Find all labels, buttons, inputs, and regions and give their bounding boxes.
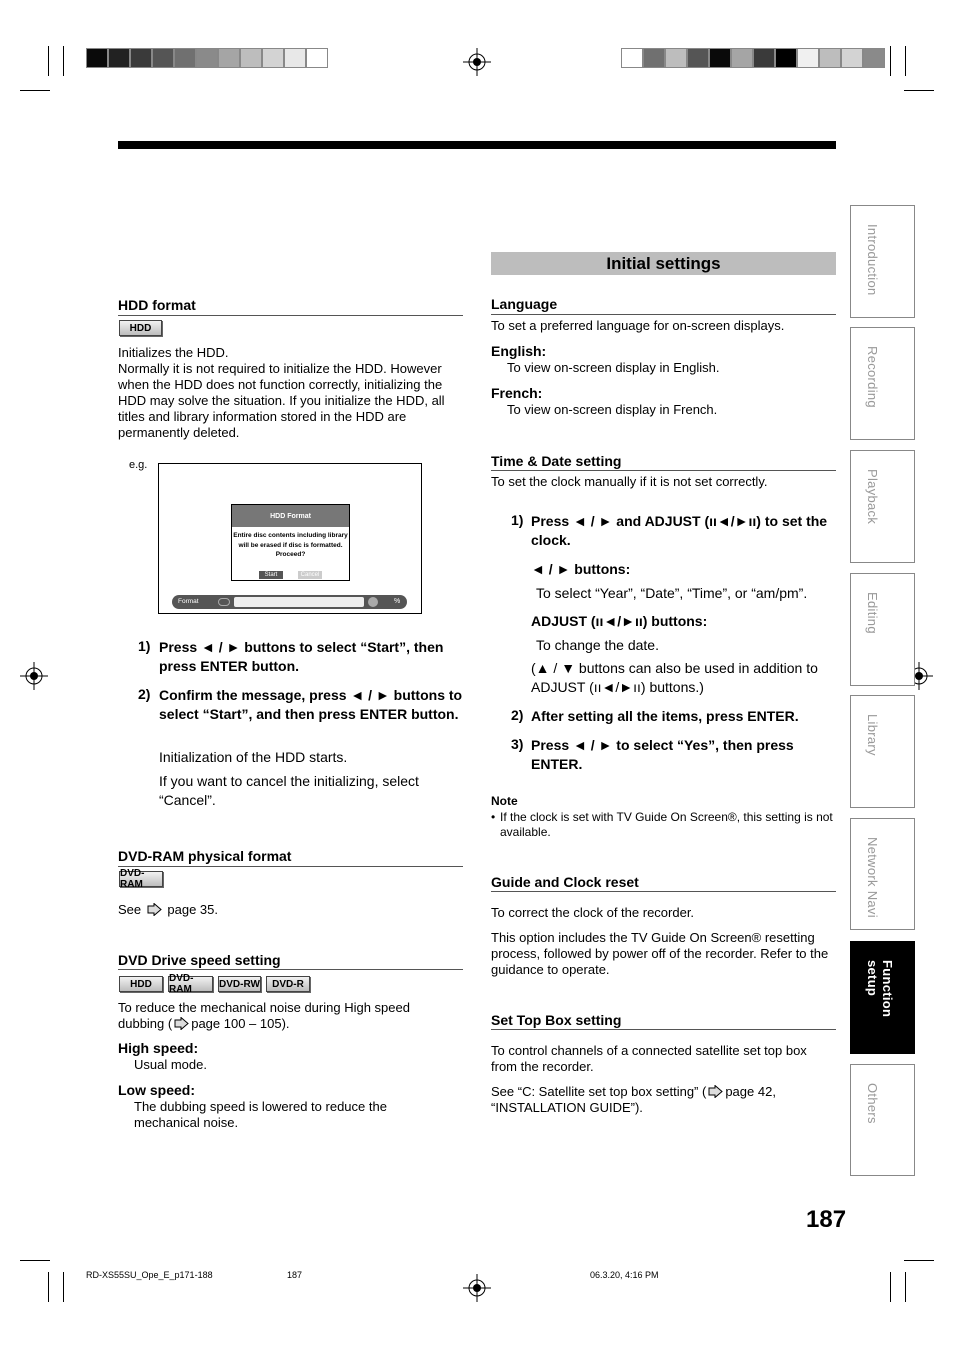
color-swatch bbox=[731, 48, 753, 68]
language-heading: Language bbox=[491, 296, 558, 312]
adjust-buttons-text: To change the date. bbox=[536, 637, 659, 653]
hdd-format-dialog bbox=[231, 504, 350, 581]
color-swatch bbox=[306, 48, 328, 68]
side-tab-function-setup[interactable] bbox=[850, 941, 915, 1054]
hdd-after-2: If you want to cancel the initializing, select “Cancel”. bbox=[159, 773, 419, 808]
side-tab-editing[interactable] bbox=[850, 573, 915, 686]
body-text: “INSTALLATION GUIDE”). bbox=[491, 1100, 643, 1115]
time-step-3: Press ◄ / ► to select “Yes”, then press ENTER. bbox=[531, 737, 794, 772]
color-swatch bbox=[775, 48, 797, 68]
note-label: Note bbox=[491, 794, 518, 808]
side-tab-label: Introduction bbox=[865, 224, 880, 296]
hdd-format-heading: HDD format bbox=[118, 297, 196, 313]
divider bbox=[491, 891, 836, 892]
divider bbox=[491, 470, 836, 471]
time-date-heading: Time & Date setting bbox=[491, 453, 622, 469]
header-rule bbox=[118, 141, 836, 149]
start-button[interactable]: Start bbox=[259, 571, 283, 579]
stb-body-2 bbox=[491, 1084, 831, 1116]
color-swatch bbox=[621, 48, 643, 68]
side-tab-playback[interactable] bbox=[850, 450, 915, 563]
hdd-tag: HDD bbox=[119, 320, 162, 336]
high-speed-text: Usual mode. bbox=[134, 1057, 207, 1072]
language-body: To set a preferred language for on-screen displays. bbox=[491, 318, 785, 333]
color-swatch bbox=[284, 48, 306, 68]
hdd-step-1: Press ◄ / ► buttons to select “Start”, then press ENTER button. bbox=[159, 639, 444, 674]
set-top-box-heading: Set Top Box setting bbox=[491, 1012, 622, 1028]
color-swatch bbox=[130, 48, 152, 68]
color-swatch bbox=[108, 48, 130, 68]
high-speed-label: High speed: bbox=[118, 1040, 199, 1056]
hdd-tag: HDD bbox=[119, 976, 163, 992]
side-tab-label: Library bbox=[865, 714, 880, 756]
side-tab-others[interactable] bbox=[850, 1064, 915, 1176]
divider bbox=[118, 315, 463, 316]
step-number: 2) bbox=[511, 707, 524, 723]
side-tab-label: Network Navi bbox=[865, 837, 880, 918]
eg-label: e.g. bbox=[129, 459, 148, 471]
color-swatch bbox=[665, 48, 687, 68]
color-swatch bbox=[797, 48, 819, 68]
dialog-title: HDD Format bbox=[232, 505, 349, 527]
progress-unit: % bbox=[394, 598, 401, 605]
dvdram-format-heading: DVD-RAM physical format bbox=[118, 848, 292, 864]
french-text: To view on-screen display in French. bbox=[507, 402, 718, 417]
divider bbox=[491, 1029, 836, 1030]
page-reference-arrow-icon bbox=[708, 1085, 723, 1098]
color-swatch bbox=[841, 48, 863, 68]
step-number: 2) bbox=[138, 686, 151, 702]
color-swatch bbox=[240, 48, 262, 68]
low-speed-label: Low speed: bbox=[118, 1082, 196, 1098]
color-swatch bbox=[709, 48, 731, 68]
english-text: To view on-screen display in English. bbox=[507, 360, 720, 375]
body-text: To reduce the mechanical noise during High speed dubbing ( bbox=[118, 1000, 410, 1031]
page-reference[interactable]: page 42, bbox=[725, 1084, 776, 1099]
step-number: 1) bbox=[138, 638, 151, 654]
side-tab-introduction[interactable] bbox=[850, 205, 915, 318]
color-swatch bbox=[174, 48, 196, 68]
lr-buttons-text: To select “Year”, “Date”, “Time”, or “am/pm”. bbox=[536, 585, 808, 601]
color-swatch bbox=[86, 48, 108, 68]
dvdrw-tag: DVD-RW bbox=[218, 976, 261, 992]
divider bbox=[118, 866, 463, 867]
color-swatch bbox=[218, 48, 240, 68]
time-step-2: After setting all the items, press ENTER. bbox=[531, 708, 799, 724]
color-swatch bbox=[753, 48, 775, 68]
side-tab-library[interactable] bbox=[850, 695, 915, 808]
footer-date: 06.3.20, 4:16 PM bbox=[590, 1270, 659, 1280]
color-swatch bbox=[863, 48, 885, 68]
page-reference[interactable]: page 100 – 105). bbox=[191, 1016, 290, 1031]
guide-clock-heading: Guide and Clock reset bbox=[491, 874, 639, 890]
side-tab-label: Function setup bbox=[865, 960, 895, 1018]
drive-speed-heading: DVD Drive speed setting bbox=[118, 952, 281, 968]
low-speed-text: The dubbing speed is lowered to reduce the mechanical noise. bbox=[134, 1099, 387, 1130]
guide-body-2: This option includes the TV Guide On Screen® resetting process, followed by power off of the recorder. Refer to the guidance to operate. bbox=[491, 930, 829, 977]
page-reference-arrow-icon bbox=[174, 1017, 189, 1030]
note-text: If the clock is set with TV Guide On Screen®, this setting is not available. bbox=[500, 810, 833, 839]
color-swatch bbox=[819, 48, 841, 68]
color-swatch bbox=[643, 48, 665, 68]
registration-mark-icon bbox=[20, 662, 48, 690]
dvdram-tag: DVD-RAM bbox=[119, 871, 163, 887]
footer-page: 187 bbox=[287, 1270, 303, 1280]
color-swatch bbox=[687, 48, 709, 68]
adjust-buttons-label: ADJUST (ıı◄/►ıı) buttons: bbox=[531, 613, 708, 629]
progress-label: Format bbox=[178, 598, 199, 605]
bullet-icon: • bbox=[491, 810, 496, 824]
french-label: French: bbox=[491, 385, 543, 401]
format-progress-bar bbox=[172, 595, 407, 609]
step-number: 3) bbox=[511, 736, 524, 752]
adjust-note: (▲ / ▼ buttons can also be used in addition to ADJUST (ıı◄/►ıı) buttons.) bbox=[531, 660, 818, 695]
cancel-button[interactable]: Cancel bbox=[298, 571, 322, 579]
hdd-after-1: Initialization of the HDD starts. bbox=[159, 749, 348, 765]
progress-track bbox=[234, 597, 364, 607]
color-swatch bbox=[262, 48, 284, 68]
disc-icon bbox=[218, 598, 230, 606]
time-date-body: To set the clock manually if it is not set correctly. bbox=[491, 474, 768, 489]
dialog-message: Entire disc contents including library will be erased if disc is formatted. Proceed? bbox=[233, 532, 348, 558]
side-tab-network-navi[interactable] bbox=[850, 818, 915, 930]
time-step-1: Press ◄ / ► and ADJUST (ıı◄/►ıı) to set the clock. bbox=[531, 513, 828, 548]
dvdr-tag: DVD-R bbox=[266, 976, 310, 992]
stb-body-1: To control channels of a connected satellite set top box from the recorder. bbox=[491, 1043, 807, 1074]
dvdram-tag: DVD-RAM bbox=[168, 976, 213, 992]
progress-knob-icon bbox=[368, 597, 378, 607]
side-tab-recording[interactable] bbox=[850, 327, 915, 440]
page-reference[interactable]: page 35. bbox=[167, 902, 218, 917]
body-text: See “C: Satellite set top box setting” ( bbox=[491, 1084, 707, 1099]
side-tab-label: Recording bbox=[865, 346, 880, 408]
side-tab-label: Others bbox=[865, 1083, 880, 1124]
color-swatch bbox=[196, 48, 218, 68]
side-tab-label: Playback bbox=[865, 469, 880, 525]
page-number: 187 bbox=[806, 1206, 847, 1233]
side-tab-label: Editing bbox=[865, 592, 880, 634]
footer-file: RD-XS55SU_Ope_E_p171-188 bbox=[86, 1270, 213, 1280]
page-reference-arrow-icon bbox=[147, 903, 162, 916]
drive-speed-body bbox=[118, 1000, 438, 1032]
color-swatch bbox=[152, 48, 174, 68]
divider bbox=[491, 314, 836, 315]
step-number: 1) bbox=[511, 512, 524, 528]
hdd-step-2: Confirm the message, press ◄ / ► buttons to select “Start”, and then press ENTER button. bbox=[159, 687, 463, 722]
dvdram-see-line bbox=[118, 902, 218, 918]
registration-mark-icon bbox=[463, 48, 491, 76]
guide-body-1: To correct the clock of the recorder. bbox=[491, 905, 695, 920]
hdd-format-body: Initializes the HDD. Normally it is not required to initialize the HDD. However when the HDD does not function correctly, initializing the HDD may solve the situation. If you initialize the HDD, all titles and library information stored in the HDD are permanently deleted. bbox=[118, 345, 445, 440]
divider bbox=[118, 969, 463, 970]
english-label: English: bbox=[491, 343, 547, 359]
registration-mark-icon bbox=[463, 1274, 491, 1302]
lr-buttons-label: ◄ / ► buttons: bbox=[531, 561, 631, 577]
initial-settings-title: Initial settings bbox=[491, 252, 836, 275]
see-label: See bbox=[118, 902, 142, 917]
